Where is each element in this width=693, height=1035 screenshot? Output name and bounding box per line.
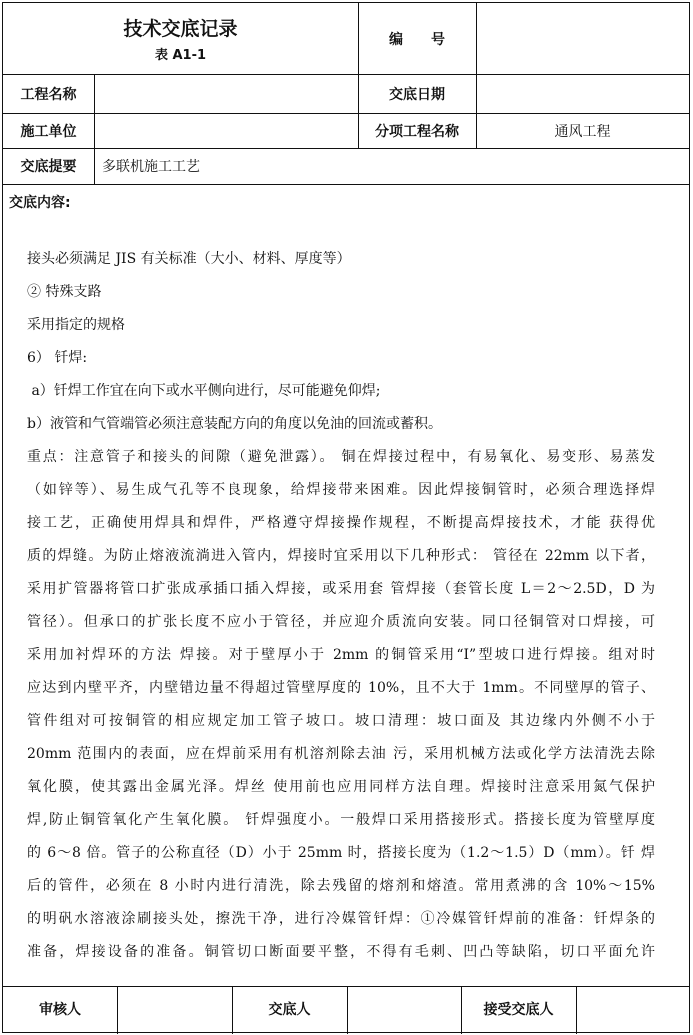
content-heading: 交底内容: [9,195,71,211]
paragraph-line: 应达到内壁平齐，内壁错边量不得超过管壁厚度的 10%，且不大于 1mm。不同壁厚的管子、 [27,680,655,696]
number-value[interactable] [476,3,689,74]
paragraph-line: 管径）。但承口的扩张长度不应小于管径，并应迎介质流向安装。同口径铜管对口焊接，可 [27,614,655,630]
sub-project-value[interactable]: 通风工程 [554,123,611,140]
paragraph-line: 质的焊缝。为防止熔液流淌进入管内，焊接时宜采用以下几种形式： 管径在 22mm 以下者， [27,548,655,564]
reviewer-label: 审核人 [39,1002,81,1018]
discloser-label: 交底人 [268,1002,311,1018]
summary-value[interactable]: 多联机施工工艺 [102,159,200,175]
content-body [27,243,655,969]
discloser-value[interactable] [347,986,461,1032]
paragraph-line: 采用加衬焊环的方法 焊接。对于壁厚小于 2mm 的铜管采用“I”型坡口进行焊接。组对时 [27,647,655,663]
summary-label: 交底提要 [20,159,77,175]
paragraph-line: 采用扩管器将管口扩张成承插口插入焊接，或采用套 管焊接（套管长度 L＝2～2.5D，D 为 [27,581,655,597]
paragraph-line: 的 6～8 倍。管子的公称直径（D）小于 25mm 时，搭接长度为（1.2～1.5）D（mm）。钎 焊 [27,845,655,861]
paragraph-line: 接工艺，正确使用焊具和焊件，严格遵守焊接操作规程，不断提高焊接技术，才能 获得优 [27,515,655,531]
content-line: 6） 钎焊: [27,350,88,366]
content-line: b）液管和气管端管必须注意装配方向的角度以免油的回流或蓄积。 [27,416,442,432]
reviewer-value[interactable] [117,986,232,1032]
sub-project-label: 分项工程名称 [375,123,459,140]
number-label: 编 号 [389,31,445,48]
paragraph-line: 焊,防止铜管氧化产生氧化膜。 钎焊强度小。一般焊口采用搭接形式。搭接长度为管壁厚度 [27,812,655,828]
paragraph-line: 的明矾水溶液涂刷接头处，擦洗干净，进行冷媒管钎焊：①冷媒管钎焊前的准备：钎焊条的 [27,911,655,927]
title-block [3,3,358,74]
project-name-value[interactable] [94,74,358,113]
paragraph-line: 后的管件，必须在 8 小时内进行清洗，除去残留的熔剂和熔渣。常用煮沸的含 10%～15% [27,878,655,894]
content-paragraph [27,441,655,969]
paragraph-line: （如锌等）、易生成气孔等不良现象，给焊接带来困难。因此焊接铜管时，必须合理选择焊 [27,482,655,498]
disclosure-date-value[interactable] [476,74,689,113]
row-divider [3,184,689,185]
receiver-label: 接受交底人 [483,1002,554,1018]
content-line: 接头必须满足 JIS 有关标准（大小、材料、厚度等） [27,251,351,267]
content-line: a）钎焊工作宜在向下或水平侧向进行，尽可能避免仰焊; [27,383,381,399]
paragraph-line: 管件组对可按铜管的相应规定加工管子坡口。坡口清理：坡口面及 其边缘内外侧不小于 [27,713,655,729]
paragraph-line: 20mm 范围内的表面，应在焊前采用有机溶剂除去油 污，采用机械方法或化学方法清洗去除 [27,746,655,762]
paragraph-line: 氧化膜，使其露出金属光泽。焊丝 使用前也应用同样方法自理。焊接时注意采用氮气保护 [27,779,655,795]
contractor-value[interactable] [94,113,358,148]
form-code: 表 A1-1 [154,48,207,63]
paragraph-line: 准备，焊接设备的准备。铜管切口断面要平整，不得有毛刺、凹凸等缺陷，切口平面允许 [27,944,655,960]
project-name-label: 工程名称 [20,86,77,103]
receiver-value[interactable] [576,986,689,1032]
disclosure-date-label: 交底日期 [389,86,445,103]
paragraph-line: 重点：注意管子和接头的间隙（避免泄露）。 铜在焊接过程中，有易氧化、易变形、易蒸发 [27,449,655,465]
contractor-label: 施工单位 [20,123,77,140]
content-line: 采用指定的规格 [27,317,125,333]
content-line: ② 特殊支路 [27,284,102,300]
content-intro [27,243,655,441]
form-title: 技术交底记录 [123,18,238,40]
